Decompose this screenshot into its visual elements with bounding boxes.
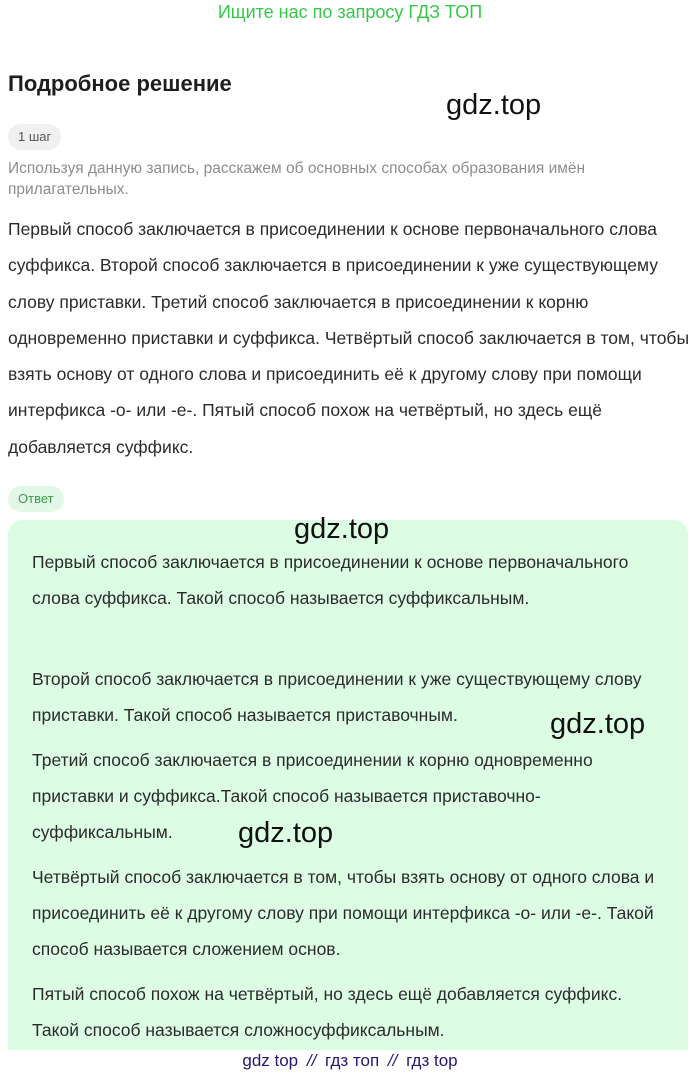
answer-paragraph: Третий способ заключается в присоединении к корню одновременно приставки и суффикса.Такой способ называется приставочно-суффиксальным. xyxy=(32,750,593,842)
answer-paragraph: Пятый способ похож на четвёртый, но здесь ещё добавляется суффикс. Такой способ называется сложносуффиксальным. xyxy=(32,984,623,1040)
watermark: gdz.top xyxy=(238,817,334,849)
footer xyxy=(0,1051,700,1071)
solution-intro: Используя данную запись, расскажем об основных способах образования имён прилагательных. xyxy=(8,160,586,198)
footer-link[interactable]: гдз top xyxy=(406,1051,458,1070)
footer-separator: // xyxy=(306,1051,317,1070)
watermark: gdz.top xyxy=(294,513,390,545)
answer-badge: Ответ xyxy=(8,486,64,512)
watermark: gdz.top xyxy=(446,89,542,121)
watermark: gdz.top xyxy=(550,708,646,740)
step-badge: 1 шаг xyxy=(8,124,61,150)
footer-link[interactable]: гдз топ xyxy=(325,1051,380,1070)
answer-paragraph: Четвёртый способ заключается в том, чтобы взять основу от одного слова и присоединить её к другому слову при помощи интерфикса -о- или -е-. Такой способ называется сложением основ. xyxy=(32,867,655,959)
solution-text: Первый способ заключается в присоединении к основе первоначального слова суффикса. Второй способ заключается в присоединении к уже существующему слову приставки. Третий способ заключается в присоединении к корню одновременно приставки и суффикса. Четвёртый способ заключается в том, чтобы взять основу от одного слова и присоединить её к другому слову при помощи интерфикса -о- или -е-. Пятый способ похож на четвёртый, но здесь ещё добавляется суффикс. xyxy=(8,219,690,457)
solution-title: Подробное решение xyxy=(8,71,232,96)
search-banner: Ищите нас по запросу ГДЗ ТОП xyxy=(217,2,483,22)
footer-link[interactable]: gdz top xyxy=(242,1051,299,1070)
footer-separator: // xyxy=(387,1051,398,1070)
answer-paragraph: Второй способ заключается в присоединении к уже существующему слову приставки. Такой способ называется приставочным. xyxy=(32,669,642,725)
answer-paragraph: Первый способ заключается в присоединении к основе первоначального слова суффикса. Такой способ называется суффиксальным. xyxy=(32,552,629,608)
